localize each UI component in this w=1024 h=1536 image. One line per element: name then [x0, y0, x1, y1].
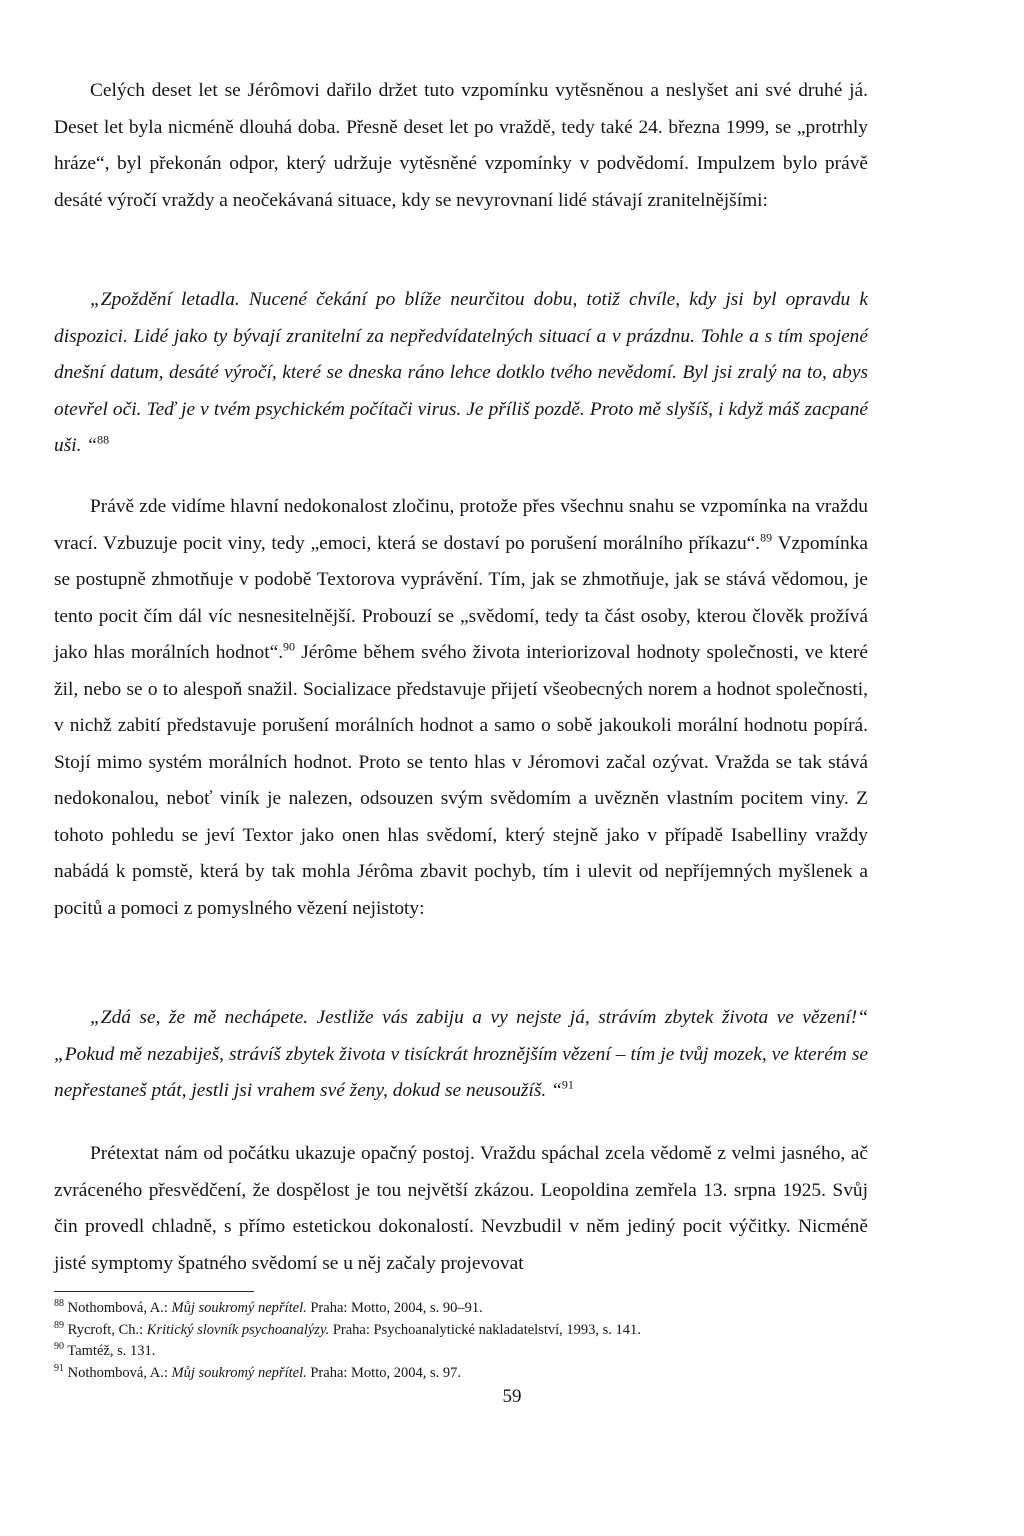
paragraph-3-text: Prétextat nám od počátku ukazuje opačný postoj. Vraždu spáchal zcela vědomě z velmi jasného, ač zvráceného přesvědčení, že dospělost je tou největší zkázou. Leopoldina zemřela 13. srpna 1925. Svůj čin provedl chladně, s přímo estetickou dokonalostí. Nevzbudil v něm jediný pocit výčitky. Nicméně jisté symptomy špatného svědomí se u něj začaly projevovat [54, 1143, 868, 1274]
paragraph-2-text-b: Vzpomínka se postupně zhmotňuje v podobě Textorova vyprávění. Tím, jak se zhmotňuje, jak se stává vědomou, je tento pocit čím dál víc nesnesitelnější. Probouzí se „svědomí, tedy ta část osoby, kterou člověk prožívá jako hlas morálních hodnot“. [54, 532, 869, 663]
paragraph-2-text-c: Jérôme během svého života interiorizoval hodnoty společnosti, ve které žil, nebo se o to alespoň snažil. Socializace představuje přijetí všeobecných norem a hodnot společnosti, v nichž zabití představuje porušení morálních hodnot a samo o sobě jakoukoli morální hodnotu popírá. Stojí mimo systém morálních hodnot. Proto se tento hlas v Jéromovi začal ozývat. Vražda se tak stává nedokonalou, neboť viník je nalezen, odsouzen svým svědomím a uvězněn vlastním pocitem viny. Z tohoto pohledu se jeví Textor jako onen hlas svědomí, který stejně jako v případě Isabelliny vraždy nabádá k pomstě, která by tak mohla Jérôma zbavit pochyb, tím i ulevit od nepříjemných myšlenek a pocitů a pomoci z pomyslného vězení nejistoty: [54, 642, 868, 919]
footnote-author: Rycroft, Ch.: [67, 1321, 147, 1338]
footnote-title: Kritický slovník psychoanalýzy. [146, 1321, 330, 1338]
footnote-source: Praha: Motto, 2004, s. 90–91. [306, 1300, 483, 1316]
footnote-title: Můj soukromý nepřítel. [171, 1300, 307, 1316]
footnote-91 [54, 1363, 868, 1385]
quote-1-text: „Zpoždění letadla. Nucené čekání po blíže neurčitou dobu, totiž chvíle, kdy jsi byl opravdu k dispozici. Lidé jako ty bývají zranitelní za nepředvídatelných situací a v prázdnu. Tohle a s tím spojené dnešní datum, desáté výročí, které se dneska ráno lehce dotklo tvého nevědomí. Byl jsi zralý na to, abys otevřel oči. Teď je v tvém psychickém počítači virus. Je příliš pozdě. Proto mě slyšíš, i když máš zacpané uši. “ [54, 289, 868, 456]
footnote-ref-88[interactable]: 88 [97, 432, 110, 447]
page-number: 59 [502, 1386, 522, 1407]
paragraph-1 [54, 73, 868, 219]
paragraph-3 [54, 1136, 868, 1282]
footnote-divider [54, 1291, 254, 1292]
footnote-ref-90[interactable]: 90 [283, 639, 296, 654]
quote-2-text: „Zdá se, že mě nechápete. Jestliže vás zabiju a vy nejste já, strávím zbytek života ve vězení!“ „Pokud mě nezabiješ, strávíš zbytek života v tisíckrát hroznějším vězení – tím je tvůj mozek, ve kterém se nepřestaneš ptát, jestli jsi vrahem své ženy, dokud se neusoužíš. “ [54, 1007, 868, 1101]
footnote-ref-91[interactable]: 91 [561, 1077, 574, 1092]
quote-2 [54, 1000, 868, 1110]
footnotes [54, 1298, 868, 1384]
footnote-number: 90 [54, 1341, 64, 1353]
footnote-number: 89 [54, 1319, 64, 1331]
paragraph-2 [54, 489, 868, 927]
footnote-90 [54, 1341, 868, 1363]
quote-1 [54, 282, 868, 465]
footnote-title: Můj soukromý nepřítel. [171, 1364, 307, 1381]
footnote-88 [54, 1298, 868, 1320]
footnote-number: 91 [54, 1362, 64, 1374]
paragraph-1-text: Celých deset let se Jérômovi dařilo držet tuto vzpomínku vytěsněnou a neslyšet ani své druhé já. Deset let byla nicméně dlouhá doba. Přesně deset let po vraždě, tedy také 24. března 1999, se „protrhly hráze“, byl překonán odpor, který udržuje vytěsněné vzpomínky v podvědomí. Impulzem bylo právě desáté výročí vraždy a neočekávaná situace, kdy se nevyrovnaní lidé stávají zranitelnějšími: [54, 80, 868, 211]
footnote-author: Nothombová, A.: [67, 1364, 172, 1381]
footnote-source: Praha: Motto, 2004, s. 97. [306, 1364, 461, 1381]
footnote-89 [54, 1320, 868, 1342]
paragraph-2-text-a: Právě zde vidíme hlavní nedokonalost zločinu, protože přes všechnu snahu se vzpomínka na vraždu vrací. Vzbuzuje pocit viny, tedy „emoci, která se dostaví po porušení morálního příkazu“. [54, 496, 868, 554]
footnote-author: Nothombová, A.: [67, 1300, 172, 1316]
footnote-ref-89[interactable]: 89 [760, 530, 773, 545]
footnote-number: 88 [54, 1298, 64, 1310]
footnote-author: Tamtéž, s. 131. [67, 1343, 156, 1359]
footnote-source: Praha: Psychoanalytické nakladatelství, 1993, s. 141. [329, 1321, 641, 1338]
